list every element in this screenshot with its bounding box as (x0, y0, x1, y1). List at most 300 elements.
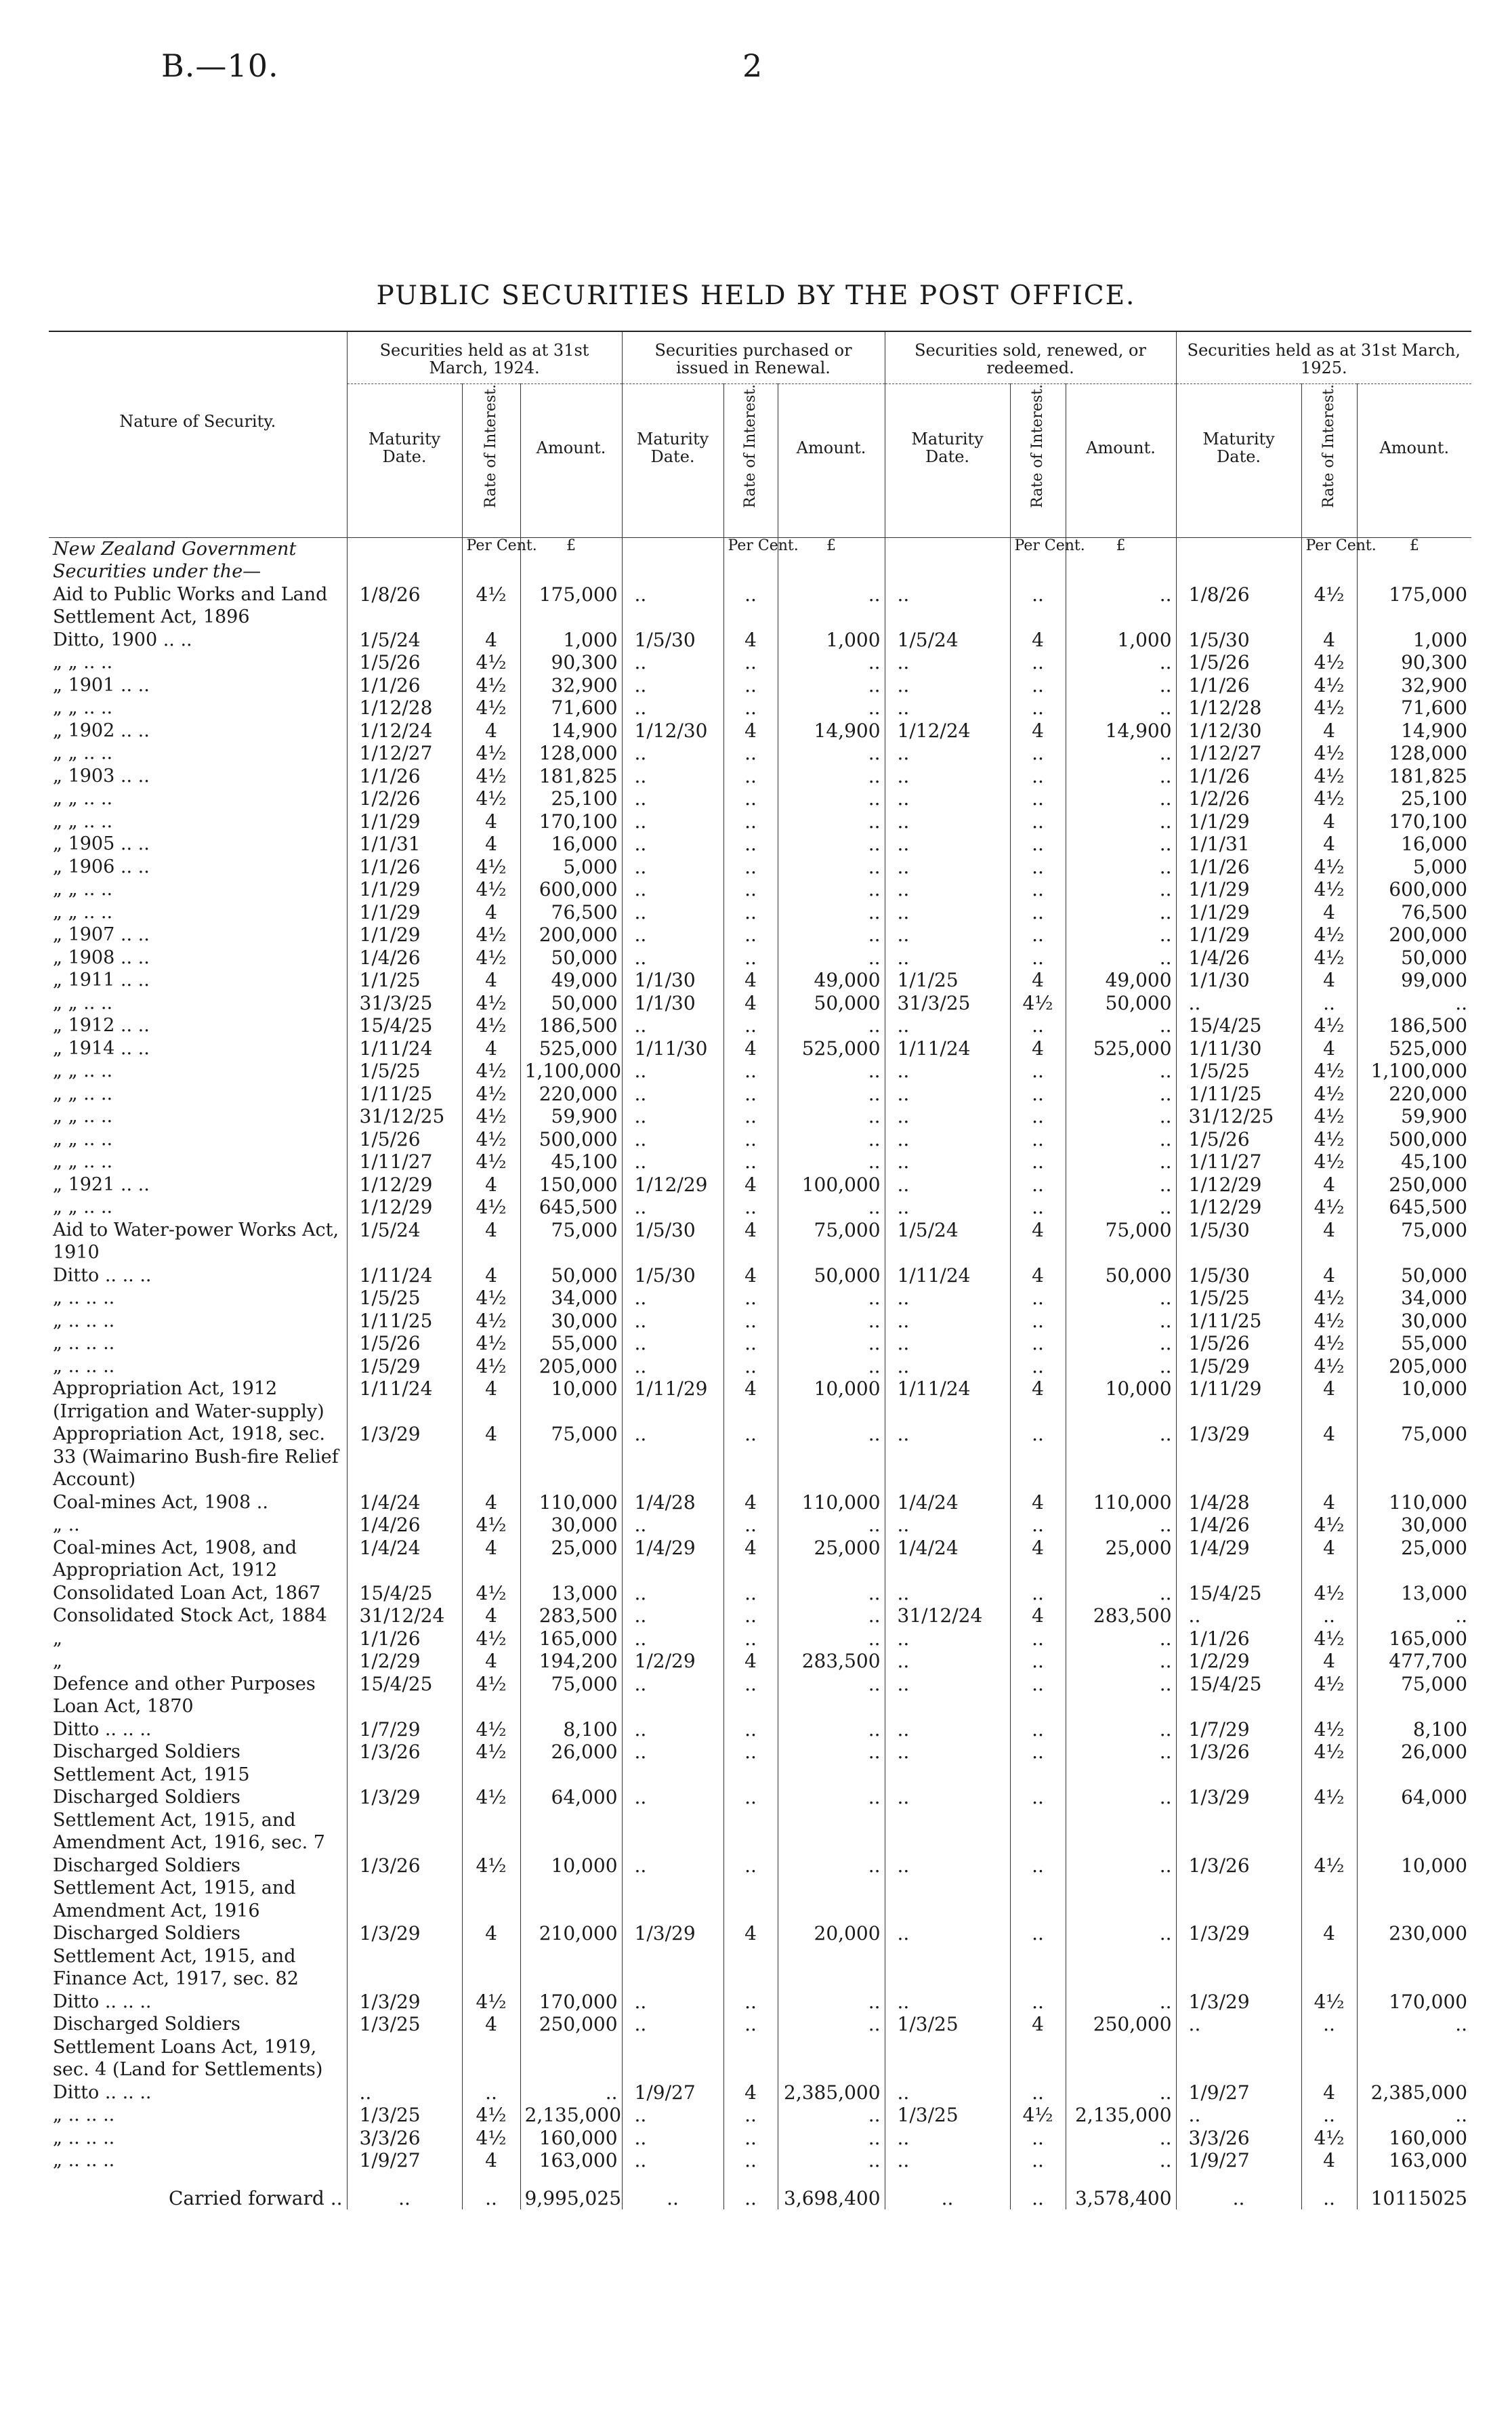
rate-1925: 4 (1301, 810, 1357, 833)
maturity-1924: 1/11/24 (347, 1377, 462, 1423)
rate-1924: 4½ (462, 992, 520, 1015)
amount-sold: 50,000 (1066, 992, 1176, 1015)
rate-sold: 4 (1010, 1491, 1066, 1514)
table-row (49, 1650, 1471, 1673)
amount-1925: 50,000 (1357, 1264, 1471, 1287)
amount-sold: .. (1066, 765, 1176, 788)
maturity-sold: .. (885, 1287, 1010, 1310)
maturity-1924: 31/12/24 (347, 1604, 462, 1627)
maturity-1925: 1/1/26 (1176, 1627, 1301, 1650)
rate-1924: 4½ (462, 1150, 520, 1173)
amount-1925: 525,000 (1357, 1037, 1471, 1060)
rate-sold: .. (1010, 1287, 1066, 1310)
amount-1925: 71,600 (1357, 696, 1471, 720)
amount-1925: 90,300 (1357, 651, 1471, 674)
rate-1925: 4 (1301, 2081, 1357, 2104)
maturity-purchased: .. (622, 1083, 723, 1106)
amount-purchased: .. (778, 651, 885, 674)
table-row (49, 1310, 1471, 1333)
amount-sold: .. (1066, 1627, 1176, 1650)
rate-1924: 4½ (462, 1332, 520, 1355)
rate-sold: .. (1010, 1332, 1066, 1355)
rate-sold: .. (1010, 787, 1066, 810)
maturity-purchased: .. (622, 1741, 723, 1786)
rate-1925: 4 (1301, 1491, 1357, 1514)
amount-purchased: .. (778, 1991, 885, 2014)
maturity-sold: .. (885, 1786, 1010, 1854)
maturity-1924: 31/12/25 (347, 1105, 462, 1128)
maturity-purchased: .. (622, 1310, 723, 1333)
rate-purchased: .. (723, 1786, 778, 1854)
maturity-sold: .. (885, 856, 1010, 879)
amount-sold: .. (1066, 1718, 1176, 1741)
amount-purchased: .. (778, 878, 885, 901)
rate-1924: 4½ (462, 1627, 520, 1650)
rate-purchased: .. (723, 1083, 778, 1106)
amount-1925: 55,000 (1357, 1332, 1471, 1355)
maturity-sold: .. (885, 878, 1010, 901)
amount-purchased: 283,500 (778, 1650, 885, 1673)
rate-purchased: .. (723, 1196, 778, 1219)
table-row (49, 1922, 1471, 1991)
maturity-1924: 1/5/26 (347, 651, 462, 674)
rate-purchased: 4 (723, 1537, 778, 1582)
amount-1925: 10,000 (1357, 1854, 1471, 1923)
maturity-sold: .. (885, 2149, 1010, 2172)
maturity-1924: 1/5/26 (347, 1128, 462, 1151)
maturity-1925: 1/5/30 (1176, 629, 1301, 652)
rate-1924: 4½ (462, 878, 520, 901)
maturity-1924: 1/12/27 (347, 742, 462, 765)
maturity-1924: 15/4/25 (347, 1582, 462, 1605)
security-name: Consolidated Loan Act, 1867 (53, 1582, 321, 1604)
amount-purchased: .. (778, 1718, 885, 1741)
amount-1924: 186,500 (520, 1014, 622, 1037)
amount-1925: 250,000 (1357, 1173, 1471, 1197)
rate-1925: 4 (1301, 833, 1357, 856)
maturity-sold: 1/11/24 (885, 1264, 1010, 1287)
rate-1924: 4½ (462, 1355, 520, 1378)
security-name: Aid to Public Works and Land Settlement Act, 1896 (53, 583, 328, 628)
table-row (49, 2149, 1471, 2172)
maturity-sold: 1/1/25 (885, 969, 1010, 992)
rate-1925: 4½ (1301, 1741, 1357, 1786)
amount-purchased: 10,000 (778, 1377, 885, 1423)
rate-1924: 4½ (462, 583, 520, 629)
maturity-purchased: 1/1/30 (622, 969, 723, 992)
maturity-1924: 1/5/24 (347, 1219, 462, 1264)
maturity-purchased: 1/3/29 (622, 1922, 723, 1991)
security-name: „ „ .. .. (53, 652, 113, 673)
maturity-purchased: .. (622, 856, 723, 879)
amount-1924: 34,000 (520, 1287, 622, 1310)
maturity-sold: .. (885, 1650, 1010, 1673)
security-name: „ .. .. .. (53, 1310, 115, 1331)
amount-1925: 160,000 (1357, 2127, 1471, 2150)
rate-sold: .. (1010, 2127, 1066, 2150)
maturity-sold: .. (885, 1173, 1010, 1197)
rate-1925: 4½ (1301, 1014, 1357, 1037)
amount-purchased: .. (778, 901, 885, 924)
rate-1924: 4½ (462, 947, 520, 970)
amount-1924: 250,000 (520, 2013, 622, 2081)
rate-sold: .. (1010, 1627, 1066, 1650)
rate-1924: 4½ (462, 2104, 520, 2127)
rate-1924: 4 (462, 1491, 520, 1514)
nature-header: Nature of Security. (49, 331, 347, 512)
group-sold: Securities sold, renewed, or redeemed. (885, 331, 1176, 384)
amount-purchased: .. (778, 1083, 885, 1106)
rate-purchased: 4 (723, 1650, 778, 1673)
rate-sold: .. (1010, 1310, 1066, 1333)
rate-purchased: .. (723, 947, 778, 970)
security-name: „ „ .. .. (53, 697, 113, 719)
rate-purchased: .. (723, 856, 778, 879)
amount-purchased: .. (778, 923, 885, 947)
amount-sold: .. (1066, 878, 1176, 901)
rate-purchased: .. (723, 787, 778, 810)
amount-purchased: 25,000 (778, 1537, 885, 1582)
rate-purchased: 4 (723, 629, 778, 652)
rate-1924: 4½ (462, 1105, 520, 1128)
security-name: „ .. .. .. (53, 1333, 115, 1354)
amount-header: Amount. (1357, 384, 1471, 512)
amount-purchased: .. (778, 1582, 885, 1605)
maturity-1925: 1/12/28 (1176, 696, 1301, 720)
amount-1925: .. (1357, 1604, 1471, 1627)
table-row (49, 1537, 1471, 1582)
amount-sold: 50,000 (1066, 1264, 1176, 1287)
footer-amount-sold: 3,578,400 (1066, 2172, 1176, 2210)
rate-purchased: 4 (723, 1491, 778, 1514)
rate-purchased: .. (723, 765, 778, 788)
rate-1925: 4½ (1301, 1582, 1357, 1605)
group-held-1924: Securities held as at 31st March, 1924. (347, 331, 622, 384)
rate-1925: 4½ (1301, 1786, 1357, 1854)
table-row (49, 1083, 1471, 1106)
amount-1924: 71,600 (520, 696, 622, 720)
amount-1924: 163,000 (520, 2149, 622, 2172)
footer-amount-purchased: 3,698,400 (778, 2172, 885, 2210)
maturity-purchased: .. (622, 2127, 723, 2150)
amount-1924: 50,000 (520, 1264, 622, 1287)
amount-sold: 14,900 (1066, 720, 1176, 743)
amount-purchased: 2,385,000 (778, 2081, 885, 2104)
maturity-purchased: .. (622, 947, 723, 970)
amount-sold: .. (1066, 1150, 1176, 1173)
amount-1924: 170,100 (520, 810, 622, 833)
maturity-sold: .. (885, 1332, 1010, 1355)
amount-purchased: .. (778, 1287, 885, 1310)
maturity-purchased: .. (622, 1604, 723, 1627)
rate-sold: .. (1010, 923, 1066, 947)
maturity-purchased: .. (622, 787, 723, 810)
per-cent-label: Per Cent. (466, 537, 537, 554)
rate-1924: 4½ (462, 1310, 520, 1333)
amount-sold: 110,000 (1066, 1491, 1176, 1514)
maturity-purchased: .. (622, 2013, 723, 2081)
rate-1924: 4½ (462, 856, 520, 879)
amount-purchased: .. (778, 1150, 885, 1173)
rate-sold: 4 (1010, 1264, 1066, 1287)
amount-purchased: 49,000 (778, 969, 885, 992)
rate-purchased: .. (723, 1423, 778, 1491)
amount-1924: 45,100 (520, 1150, 622, 1173)
amount-1924: 75,000 (520, 1673, 622, 1718)
maturity-purchased: .. (622, 878, 723, 901)
maturity-purchased: .. (622, 1514, 723, 1537)
maturity-header: Maturity Date. (885, 384, 1010, 512)
maturity-purchased: 1/4/29 (622, 1537, 723, 1582)
maturity-purchased: .. (622, 1718, 723, 1741)
rate-sold: .. (1010, 833, 1066, 856)
maturity-sold: .. (885, 1060, 1010, 1083)
maturity-1925: 1/3/26 (1176, 1854, 1301, 1923)
rate-1925: 4½ (1301, 1105, 1357, 1128)
amount-1925: 26,000 (1357, 1741, 1471, 1786)
maturity-1925: 1/3/29 (1176, 1991, 1301, 2014)
rate-1925: 4½ (1301, 742, 1357, 765)
rate-1924: 4 (462, 1537, 520, 1582)
rate-1925: 4 (1301, 969, 1357, 992)
maturity-purchased: .. (622, 1627, 723, 1650)
rate-1924: 4½ (462, 1083, 520, 1106)
amount-1925: 64,000 (1357, 1786, 1471, 1854)
amount-1925: 1,000 (1357, 629, 1471, 652)
maturity-sold: 1/3/25 (885, 2104, 1010, 2127)
maturity-1925: 1/5/25 (1176, 1287, 1301, 1310)
table-row (49, 2104, 1471, 2127)
maturity-purchased: 1/1/30 (622, 992, 723, 1015)
rate-sold: 4 (1010, 720, 1066, 743)
maturity-1924: 1/3/29 (347, 1786, 462, 1854)
amount-1924: 200,000 (520, 923, 622, 947)
rate-1924: 4 (462, 1264, 520, 1287)
rate-sold: .. (1010, 1514, 1066, 1537)
rate-purchased: .. (723, 674, 778, 697)
amount-1924: 75,000 (520, 1423, 622, 1491)
maturity-1925: 1/1/29 (1176, 810, 1301, 833)
rate-sold: 4 (1010, 629, 1066, 652)
amount-sold: .. (1066, 1355, 1176, 1378)
maturity-purchased: .. (622, 1854, 723, 1923)
rate-purchased: 4 (723, 1922, 778, 1991)
maturity-1925: 15/4/25 (1176, 1673, 1301, 1718)
amount-1924: 64,000 (520, 1786, 622, 1854)
table-row (49, 2081, 1471, 2104)
rate-1925: .. (1301, 1604, 1357, 1627)
amount-1925: 75,000 (1357, 1423, 1471, 1491)
group-held-1925: Securities held as at 31st March, 1925. (1176, 331, 1471, 384)
rate-purchased: .. (723, 1014, 778, 1037)
amount-sold: .. (1066, 833, 1176, 856)
rate-purchased: .. (723, 1854, 778, 1923)
maturity-purchased: 1/12/29 (622, 1173, 723, 1197)
rate-sold: .. (1010, 742, 1066, 765)
table-row (49, 1604, 1471, 1627)
amount-1924: 10,000 (520, 1377, 622, 1423)
security-name: „ „ .. .. (53, 743, 113, 764)
maturity-1925: 1/5/30 (1176, 1264, 1301, 1287)
security-name: Discharged Soldiers Settlement Act, 1915 (53, 1741, 250, 1785)
amount-purchased: 14,900 (778, 720, 885, 743)
amount-purchased: .. (778, 787, 885, 810)
rate-1924: 4½ (462, 787, 520, 810)
maturity-sold: .. (885, 583, 1010, 629)
maturity-purchased: .. (622, 901, 723, 924)
amount-1924: 25,000 (520, 1537, 622, 1582)
table-row (49, 1060, 1471, 1083)
rate-1924: 4 (462, 901, 520, 924)
rate-1925: 4 (1301, 720, 1357, 743)
maturity-purchased: .. (622, 696, 723, 720)
security-name: „ 1914 .. .. (53, 1037, 150, 1059)
maturity-purchased: .. (622, 1582, 723, 1605)
maturity-header: Maturity Date. (347, 384, 462, 512)
maturity-1924: 1/4/26 (347, 947, 462, 970)
table-row (49, 1377, 1471, 1423)
footer-cell: .. (885, 2172, 1010, 2210)
amount-sold: .. (1066, 901, 1176, 924)
rate-1925: 4½ (1301, 1332, 1357, 1355)
rate-purchased: .. (723, 2104, 778, 2127)
amount-sold: .. (1066, 674, 1176, 697)
rate-sold: .. (1010, 1650, 1066, 1673)
amount-purchased: 50,000 (778, 1264, 885, 1287)
security-name: Defence and other Purposes Loan Act, 1870 (53, 1673, 316, 1718)
rate-purchased: .. (723, 583, 778, 629)
rate-1925: .. (1301, 992, 1357, 1015)
amount-1925: 14,900 (1357, 720, 1471, 743)
security-name: „ 1921 .. .. (53, 1173, 150, 1195)
amount-1924: 32,900 (520, 674, 622, 697)
table-row (49, 1037, 1471, 1060)
maturity-1925: .. (1176, 1604, 1301, 1627)
maturity-sold: .. (885, 2081, 1010, 2104)
amount-purchased: 525,000 (778, 1037, 885, 1060)
rate-purchased: 4 (723, 2081, 778, 2104)
amount-purchased: .. (778, 1673, 885, 1718)
maturity-1924: 1/11/24 (347, 1264, 462, 1287)
amount-1924: 2,135,000 (520, 2104, 622, 2127)
amount-sold: .. (1066, 1287, 1176, 1310)
security-name: Appropriation Act, 1918, sec. 33 (Waimarino Bush-fire Relief Account) (53, 1423, 339, 1491)
rate-1924: 4 (462, 1650, 520, 1673)
amount-1925: .. (1357, 2104, 1471, 2127)
rate-sold: .. (1010, 1083, 1066, 1106)
maturity-1925: 15/4/25 (1176, 1014, 1301, 1037)
amount-purchased: .. (778, 1310, 885, 1333)
amount-sold: .. (1066, 947, 1176, 970)
maturity-1924: .. (347, 2081, 462, 2104)
amount-sold: .. (1066, 1741, 1176, 1786)
table-row (49, 1150, 1471, 1173)
maturity-1924: 31/3/25 (347, 992, 462, 1015)
amount-1925: 163,000 (1357, 2149, 1471, 2172)
security-name: „ 1903 .. .. (53, 765, 150, 787)
rate-sold: .. (1010, 856, 1066, 879)
amount-purchased: .. (778, 1128, 885, 1151)
amount-sold: .. (1066, 1173, 1176, 1197)
amount-1924: 50,000 (520, 992, 622, 1015)
maturity-1924: 1/12/29 (347, 1196, 462, 1219)
maturity-purchased: .. (622, 1060, 723, 1083)
rate-1925: 4½ (1301, 651, 1357, 674)
maturity-1925: 1/4/26 (1176, 947, 1301, 970)
table-row (49, 629, 1471, 652)
rate-purchased: .. (723, 1991, 778, 2014)
maturity-sold: 1/3/25 (885, 2013, 1010, 2081)
footer-amount-1924: 9,995,025 (520, 2172, 622, 2210)
maturity-1925: 1/7/29 (1176, 1718, 1301, 1741)
security-name: „ .. .. .. (53, 1287, 115, 1309)
rate-sold: .. (1010, 1355, 1066, 1378)
rate-purchased: 4 (723, 720, 778, 743)
footer-amount-1925: 10115025 (1357, 2172, 1471, 2210)
security-name: „ „ .. .. (53, 810, 113, 832)
rate-purchased: 4 (723, 969, 778, 992)
rate-1925: 4½ (1301, 878, 1357, 901)
table-row (49, 1332, 1471, 1355)
table-row (49, 2013, 1471, 2081)
maturity-1924: 1/12/24 (347, 720, 462, 743)
security-name: Coal-mines Act, 1908 .. (53, 1491, 268, 1513)
rate-1925: 4½ (1301, 1128, 1357, 1151)
amount-purchased: .. (778, 1060, 885, 1083)
rate-sold: 4 (1010, 1604, 1066, 1627)
pound-label: £ (1116, 537, 1126, 554)
maturity-1925: 3/3/26 (1176, 2127, 1301, 2150)
amount-1925: 175,000 (1357, 583, 1471, 629)
security-name: Ditto .. .. .. (53, 2081, 152, 2103)
amount-1924: 283,500 (520, 1604, 622, 1627)
amount-1924: 75,000 (520, 1219, 622, 1264)
amount-sold: .. (1066, 742, 1176, 765)
amount-1924: 181,825 (520, 765, 622, 788)
maturity-sold: .. (885, 696, 1010, 720)
rate-1925: 4 (1301, 1377, 1357, 1423)
rate-purchased: .. (723, 878, 778, 901)
table-row (49, 1196, 1471, 1219)
maturity-sold: .. (885, 833, 1010, 856)
amount-1924: 175,000 (520, 583, 622, 629)
amount-1925: 25,000 (1357, 1537, 1471, 1582)
maturity-1924: 1/7/29 (347, 1718, 462, 1741)
pound-label: £ (566, 537, 576, 554)
table-row (49, 1673, 1471, 1718)
footer-cell: .. (723, 2172, 778, 2210)
rate-1925: 4 (1301, 901, 1357, 924)
security-name: „ „ .. .. (53, 1128, 113, 1150)
rate-1924: 4½ (462, 651, 520, 674)
rate-1924: 4 (462, 2013, 520, 2081)
amount-1924: 14,900 (520, 720, 622, 743)
security-name: „ 1908 .. .. (53, 947, 150, 968)
maturity-1924: 1/9/27 (347, 2149, 462, 2172)
security-name: Coal-mines Act, 1908, and Appropriation Act, 1912 (53, 1537, 297, 1581)
maturity-1925: 1/1/30 (1176, 969, 1301, 992)
maturity-1924: 1/12/28 (347, 696, 462, 720)
rate-1924: 4 (462, 2149, 520, 2172)
amount-1925: 477,700 (1357, 1650, 1471, 1673)
maturity-sold: .. (885, 1105, 1010, 1128)
amount-1924: 600,000 (520, 878, 622, 901)
rate-purchased: .. (723, 1582, 778, 1605)
amount-purchased: .. (778, 2013, 885, 2081)
amount-1924: 76,500 (520, 901, 622, 924)
maturity-1925: 1/1/26 (1176, 674, 1301, 697)
rate-sold: .. (1010, 1150, 1066, 1173)
